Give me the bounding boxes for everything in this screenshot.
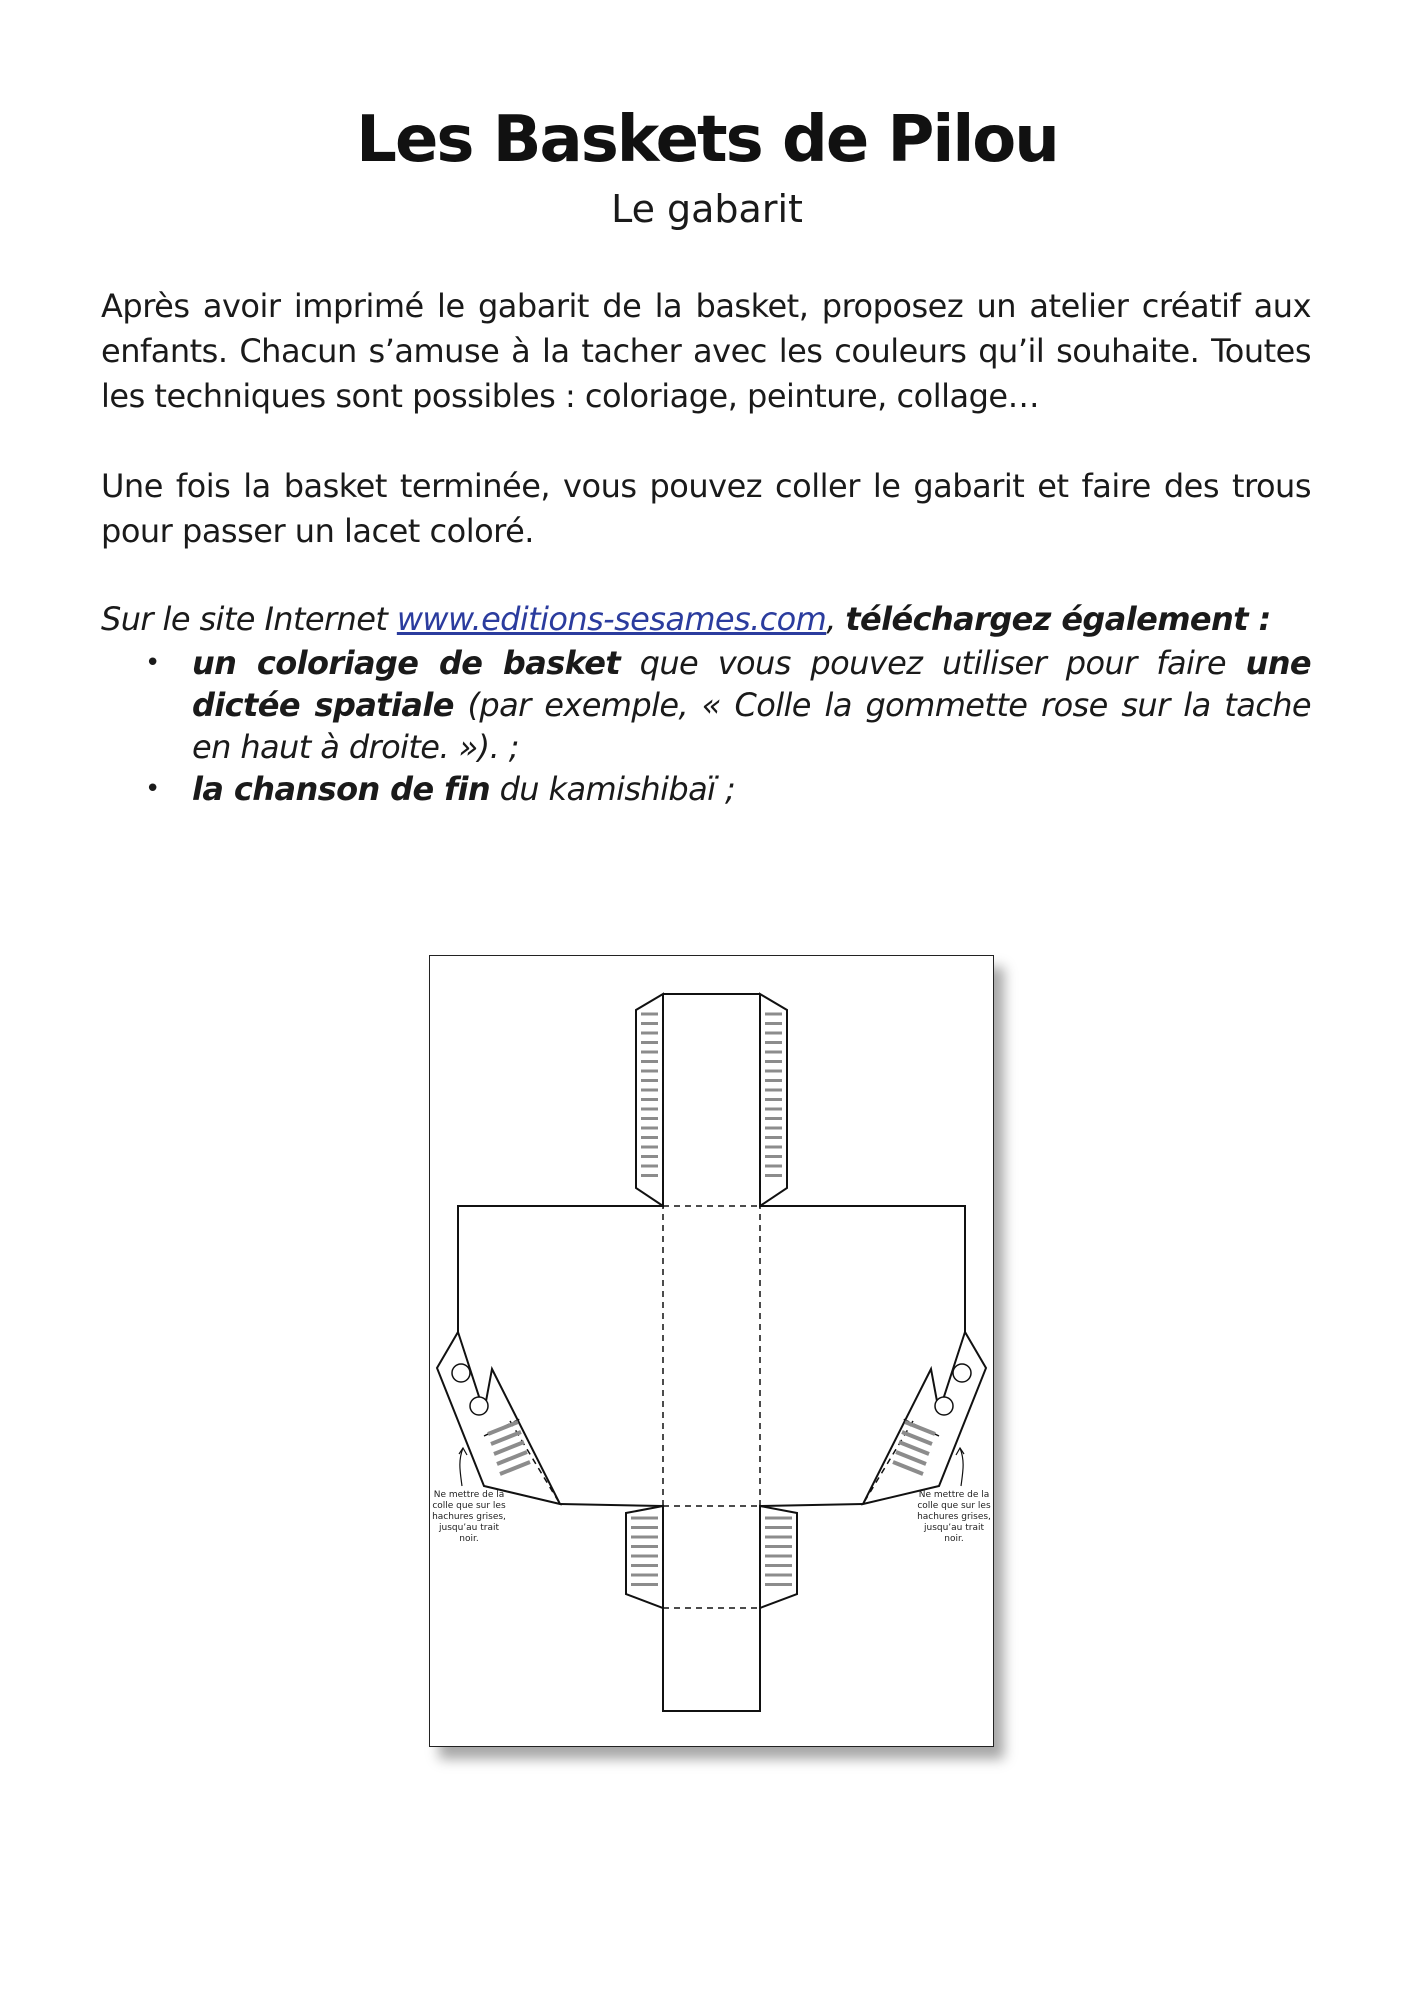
- right-arrow-icon: [960, 1448, 963, 1486]
- glue-hatch-line: [899, 1442, 929, 1454]
- item-bold: une dictée spatiale: [192, 644, 1311, 724]
- left-strap: [437, 1332, 560, 1504]
- shoe-template-drawing: [430, 956, 993, 1746]
- glue-hatch-line: [491, 1432, 521, 1444]
- left-arrow-icon: [460, 1448, 463, 1486]
- shoe-body-outline: [458, 1206, 663, 1332]
- glue-hatch-line: [497, 1452, 527, 1464]
- intro-paragraph: Après avoir imprimé le gabarit de la basket, proposez un atelier créatif aux enfants. Chacun s’amuse à la tacher avec les couleurs qu’il souhaite. Toutes les techniques sont possibles : coloriage, peinture, collage…: [101, 287, 1311, 415]
- heel-strip: [663, 1608, 760, 1711]
- item-bold: un coloriage de basket: [192, 644, 621, 682]
- glue-hatch-line: [494, 1442, 524, 1454]
- glue-hatch-line: [488, 1422, 518, 1434]
- glue-note-right: Ne mettre de la colle que sur les hachures grises, jusqu’au trait noir.: [917, 1490, 991, 1544]
- left-lace-hole: [452, 1364, 470, 1382]
- download-list: [101, 642, 1311, 810]
- glue-hatch-line: [500, 1462, 530, 1474]
- list-item: [101, 642, 1311, 768]
- glue-note-left: Ne mettre de la colle que sur les hachures grises, jusqu’au trait noir.: [432, 1490, 506, 1544]
- glue-hatch-line: [893, 1462, 923, 1474]
- page-subtitle: Le gabarit: [611, 187, 803, 231]
- glue-hatch-line: [902, 1432, 932, 1444]
- download-intro: [101, 597, 1321, 642]
- right-strap: [863, 1332, 986, 1504]
- download-lead-bold: téléchargez également :: [845, 600, 1271, 638]
- bullet-icon: •: [145, 774, 160, 804]
- item-text: (par exemple, « Colle la gommette rose sur la tache en haut à droite. »). ;: [192, 686, 1311, 766]
- glue-hatch-line: [905, 1422, 935, 1434]
- item-text: que vous pouvez utiliser pour faire: [620, 644, 1246, 682]
- download-comma: ,: [826, 600, 836, 638]
- item-bold: la chanson de fin: [192, 770, 491, 808]
- right-lace-hole: [953, 1364, 971, 1382]
- item-text: du kamishibaï ;: [490, 770, 736, 808]
- page-title: Les Baskets de Pilou: [356, 103, 1058, 177]
- bullet-icon: •: [145, 648, 160, 678]
- website-link[interactable]: www.editions-sesames.com: [396, 600, 827, 638]
- download-lead: Sur le site Internet: [101, 600, 397, 638]
- instructions-paragraph: Une fois la basket terminée, vous pouvez coller le gabarit et faire des trous pour passer un lacet coloré.: [101, 467, 1311, 550]
- shoe-template-thumbnail: [429, 955, 994, 1747]
- glue-hatch-line: [896, 1452, 926, 1464]
- right-lace-hole: [935, 1397, 953, 1415]
- list-item: [101, 768, 1311, 810]
- left-lace-hole: [470, 1397, 488, 1415]
